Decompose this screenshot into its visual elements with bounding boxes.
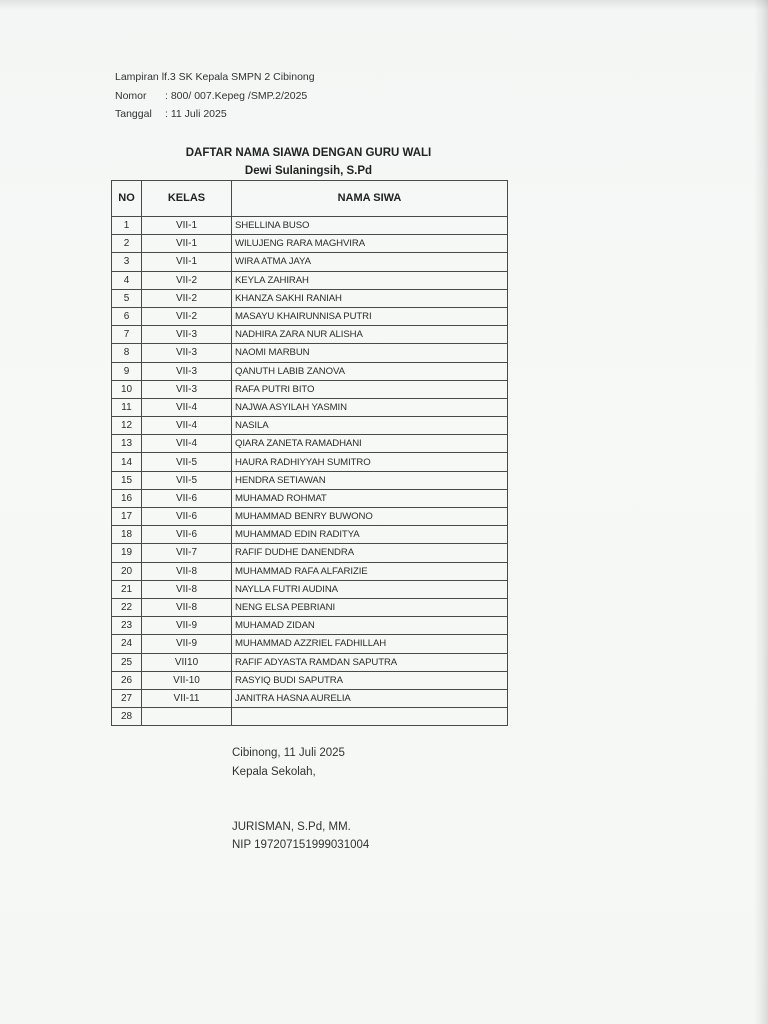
scan-edge-shadow — [754, 0, 768, 1024]
row-kelas: VII-1 — [142, 253, 232, 271]
row-kelas: VII-7 — [142, 544, 232, 562]
table-row — [112, 307, 508, 325]
row-kelas: VII-11 — [142, 689, 232, 707]
row-no: 21 — [112, 580, 142, 598]
row-nama: MUHAMAD ZIDAN — [232, 617, 508, 635]
row-no: 23 — [112, 617, 142, 635]
row-nama: NAYLLA FUTRI AUDINA — [232, 580, 508, 598]
table-row — [112, 289, 508, 307]
table-row — [112, 344, 508, 362]
row-kelas: VII-6 — [142, 526, 232, 544]
row-nama: HAURA RADHIYYAH SUMITRO — [232, 453, 508, 471]
table-body — [112, 217, 508, 726]
row-nama: WILUJENG RARA MAGHVIRA — [232, 235, 508, 253]
row-nama: NAJWA ASYILAH YASMIN — [232, 398, 508, 416]
row-kelas: VII-4 — [142, 417, 232, 435]
table-row — [112, 217, 508, 235]
header-nama: NAMA SIWA — [232, 181, 508, 217]
scan-top-shadow — [0, 0, 768, 10]
row-kelas: VII-6 — [142, 489, 232, 507]
row-no: 8 — [112, 344, 142, 362]
row-nama: MUHAMMAD RAFA ALFARIZIE — [232, 562, 508, 580]
row-no: 11 — [112, 398, 142, 416]
row-kelas: VII-8 — [142, 598, 232, 616]
table-row — [112, 508, 508, 526]
row-no: 3 — [112, 253, 142, 271]
row-no: 9 — [112, 362, 142, 380]
table-row — [112, 417, 508, 435]
row-nama: RAFA PUTRI BITO — [232, 380, 508, 398]
row-no: 7 — [112, 326, 142, 344]
row-nama: RAFIF ADYASTA RAMDAN SAPUTRA — [232, 653, 508, 671]
table-row — [112, 635, 508, 653]
row-nama: NADHIRA ZARA NUR ALISHA — [232, 326, 508, 344]
table-row — [112, 453, 508, 471]
row-kelas — [142, 708, 232, 726]
row-kelas: VII-3 — [142, 380, 232, 398]
lampiran-line: Lampiran lf.3 SK Kepala SMPN 2 Cibinong — [115, 71, 315, 83]
row-no: 12 — [112, 417, 142, 435]
row-kelas: VII-9 — [142, 617, 232, 635]
row-no: 26 — [112, 671, 142, 689]
document-subtitle: Dewi Sulaningsih, S.Pd — [244, 165, 373, 177]
signature-nip: NIP 197207151999031004 — [232, 839, 370, 851]
row-nama: WIRA ATMA JAYA — [232, 253, 508, 271]
table-row — [112, 398, 508, 416]
row-kelas: VII-9 — [142, 635, 232, 653]
row-kelas: VII-2 — [142, 289, 232, 307]
table-row — [112, 489, 508, 507]
row-nama: NAOMI MARBUN — [232, 344, 508, 362]
nomor-value: : 800/ 007.Kepeg /SMP.2/2025 — [165, 90, 308, 102]
row-nama: RASYIQ BUDI SAPUTRA — [232, 671, 508, 689]
table-row — [112, 653, 508, 671]
row-no: 25 — [112, 653, 142, 671]
table-row — [112, 380, 508, 398]
table-row — [112, 435, 508, 453]
row-no: 22 — [112, 598, 142, 616]
tanggal-value: : 11 Juli 2025 — [165, 108, 227, 120]
row-nama: MASAYU KHAIRUNNISA PUTRI — [232, 307, 508, 325]
row-kelas: VII-10 — [142, 671, 232, 689]
table-row — [112, 598, 508, 616]
table-row — [112, 562, 508, 580]
table-row — [112, 544, 508, 562]
row-nama: MUHAMMAD AZZRIEL FADHILLAH — [232, 635, 508, 653]
student-table — [111, 180, 508, 726]
table-row — [112, 253, 508, 271]
row-no: 19 — [112, 544, 142, 562]
row-nama: KEYLA ZAHIRAH — [232, 271, 508, 289]
row-kelas: VII-4 — [142, 398, 232, 416]
signature-name: JURISMAN, S.Pd, MM. — [232, 821, 351, 833]
table-row — [112, 580, 508, 598]
row-no: 16 — [112, 489, 142, 507]
row-kelas: VII-3 — [142, 326, 232, 344]
row-no: 6 — [112, 307, 142, 325]
row-nama: JANITRA HASNA AURELIA — [232, 689, 508, 707]
row-nama: MUHAMAD ROHMAT — [232, 489, 508, 507]
header-kelas: KELAS — [142, 181, 232, 217]
row-nama: QIARA ZANETA RAMADHANI — [232, 435, 508, 453]
table-row — [112, 617, 508, 635]
row-nama: MUHAMMAD BENRY BUWONO — [232, 508, 508, 526]
nomor-line — [115, 90, 307, 102]
row-nama: KHANZA SAKHI RANIAH — [232, 289, 508, 307]
row-kelas: VII-2 — [142, 307, 232, 325]
table-header-row — [112, 181, 508, 217]
row-kelas: VII-8 — [142, 580, 232, 598]
tanggal-label: Tanggal — [115, 108, 152, 120]
row-nama: QANUTH LABIB ZANOVA — [232, 362, 508, 380]
row-kelas: VII-1 — [142, 235, 232, 253]
row-no: 17 — [112, 508, 142, 526]
row-nama: SHELLINA BUSO — [232, 217, 508, 235]
row-no: 27 — [112, 689, 142, 707]
row-no: 13 — [112, 435, 142, 453]
row-kelas: VII-3 — [142, 362, 232, 380]
table-row — [112, 362, 508, 380]
nomor-label: Nomor — [115, 90, 147, 102]
row-no: 28 — [112, 708, 142, 726]
row-no: 2 — [112, 235, 142, 253]
row-no: 24 — [112, 635, 142, 653]
row-no: 1 — [112, 217, 142, 235]
row-kelas: VII10 — [142, 653, 232, 671]
row-kelas: VII-2 — [142, 271, 232, 289]
table-row — [112, 689, 508, 707]
signature-role: Kepala Sekolah, — [232, 766, 316, 778]
row-no: 15 — [112, 471, 142, 489]
row-kelas: VII-5 — [142, 471, 232, 489]
row-kelas: VII-6 — [142, 508, 232, 526]
table-row — [112, 671, 508, 689]
row-kelas: VII-1 — [142, 217, 232, 235]
table-row — [112, 526, 508, 544]
row-no: 18 — [112, 526, 142, 544]
row-kelas: VII-3 — [142, 344, 232, 362]
row-nama: NENG ELSA PEBRIANI — [232, 598, 508, 616]
row-kelas: VII-4 — [142, 435, 232, 453]
document-title: DAFTAR NAMA SIAWA DENGAN GURU WALI — [185, 147, 432, 159]
row-no: 10 — [112, 380, 142, 398]
row-nama — [232, 708, 508, 726]
row-kelas: VII-5 — [142, 453, 232, 471]
row-no: 5 — [112, 289, 142, 307]
table-row — [112, 271, 508, 289]
tanggal-line — [115, 108, 227, 120]
table-row — [112, 235, 508, 253]
table-row — [112, 471, 508, 489]
row-no: 4 — [112, 271, 142, 289]
row-no: 20 — [112, 562, 142, 580]
table-row — [112, 326, 508, 344]
row-kelas: VII-8 — [142, 562, 232, 580]
row-nama: MUHAMMAD EDIN RADITYA — [232, 526, 508, 544]
row-nama: RAFIF DUDHE DANENDRA — [232, 544, 508, 562]
header-no: NO — [112, 181, 142, 217]
row-nama: HENDRA SETIAWAN — [232, 471, 508, 489]
row-nama: NASILA — [232, 417, 508, 435]
signature-place-date: Cibinong, 11 Juli 2025 — [232, 747, 345, 759]
table-row — [112, 708, 508, 726]
row-no: 14 — [112, 453, 142, 471]
